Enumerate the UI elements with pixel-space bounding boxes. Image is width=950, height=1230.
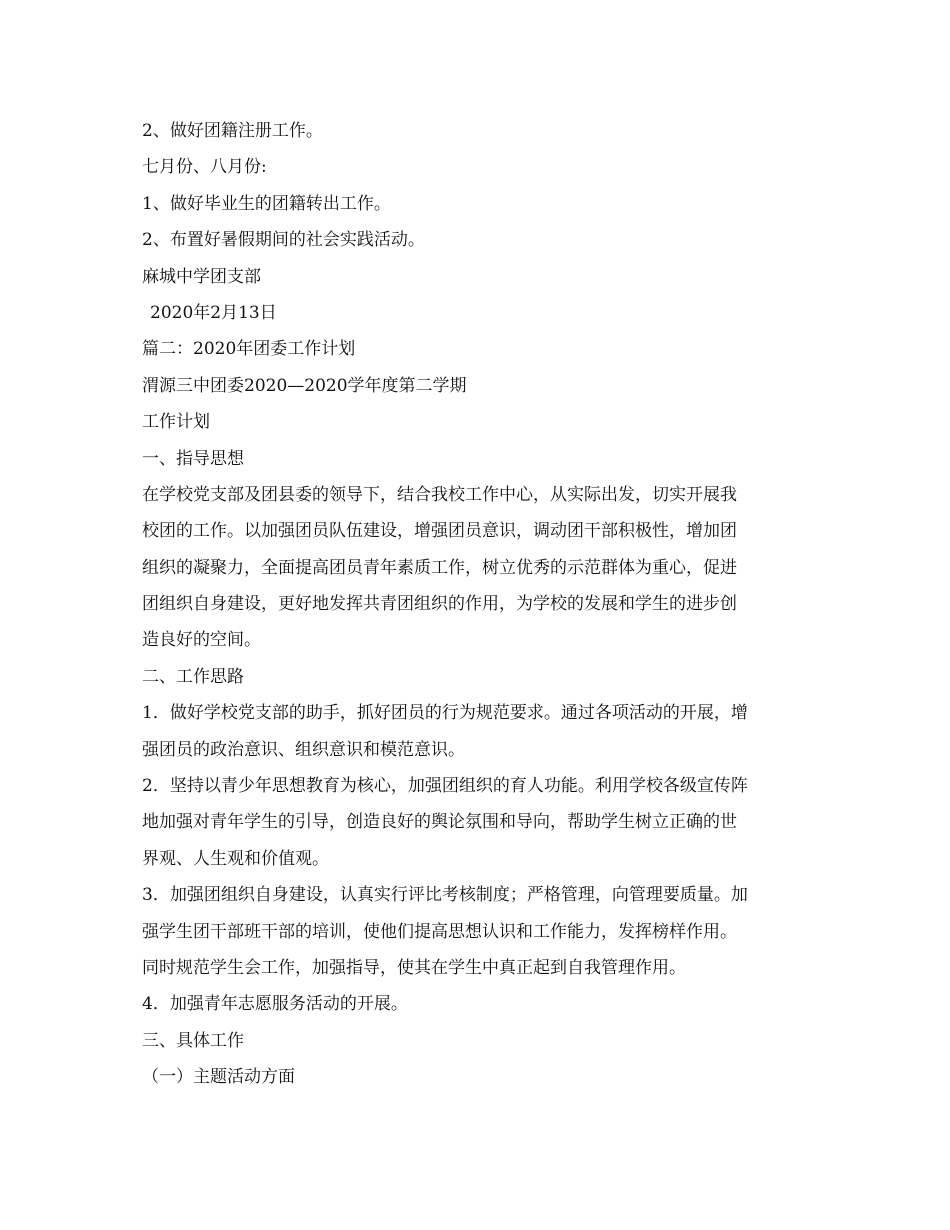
plan-title: 工作计划 (142, 412, 210, 433)
plan-subtitle: 渭源三中团委2020—2020学年度第二学期 (142, 375, 467, 396)
heading-work-approach: 二、工作思路 (142, 666, 244, 687)
paragraph-line: 4．加强青年志愿服务活动的开展。 (142, 994, 408, 1015)
paragraph-line: 团组织自身建设，更好地发挥共青团组织的作用，为学校的发展和学生的进步创 (142, 594, 737, 615)
paragraph-line: 强团员的政治意识、组织意识和模范意识。 (142, 739, 465, 760)
list-item-summer-practice: 2、布置好暑假期间的社会实践活动。 (142, 230, 425, 251)
subheading-theme-activities: （一）主题活动方面 (142, 1067, 295, 1088)
paragraph-line: 造良好的空间。 (142, 630, 261, 651)
paragraph-line: 校团的工作。以加强团员队伍建设，增强团员意识，调动团干部积极性，增加团 (142, 521, 737, 542)
paragraph-line: 3．加强团组织自身建设，认真实行评比考核制度；严格管理，向管理要质量。加 (142, 885, 748, 906)
paragraph-line: 同时规范学生会工作，加强指导，使其在学生中真正起到自我管理作用。 (142, 957, 686, 978)
list-item-transfer: 1、做好毕业生的团籍转出工作。 (142, 193, 391, 214)
signature-org: 麻城中学团支部 (142, 266, 261, 287)
document-body (142, 113, 810, 1096)
paragraph-line: 界观、人生观和价值观。 (142, 848, 329, 869)
signature-date: 2020年2月13日 (150, 302, 277, 323)
paragraph-line: 强学生团干部班干部的培训，使他们提高思想认识和工作能力，发挥榜样作用。 (142, 921, 737, 942)
heading-guiding-thought: 一、指导思想 (142, 448, 244, 469)
month-heading-july-august: 七月份、八月份: (142, 157, 267, 178)
paragraph-line: 在学校党支部及团县委的领导下，结合我校工作中心，从实际出发，切实开展我 (142, 484, 737, 505)
list-item-register: 2、做好团籍注册工作。 (142, 121, 323, 141)
section-title-part-two: 篇二：2020年团委工作计划 (142, 339, 356, 360)
paragraph-line: 1．做好学校党支部的助手，抓好团员的行为规范要求。通过各项活动的开展，增 (142, 703, 748, 724)
heading-specific-work: 三、具体工作 (142, 1030, 244, 1051)
paragraph-line: 组织的凝聚力，全面提高团员青年素质工作，树立优秀的示范群体为重心，促进 (142, 557, 737, 578)
paragraph-line: 地加强对青年学生的引导，创造良好的舆论氛围和导向，帮助学生树立正确的世 (142, 812, 737, 833)
paragraph-line: 2．坚持以青少年思想教育为核心，加强团组织的育人功能。利用学校各级宣传阵 (142, 776, 748, 797)
